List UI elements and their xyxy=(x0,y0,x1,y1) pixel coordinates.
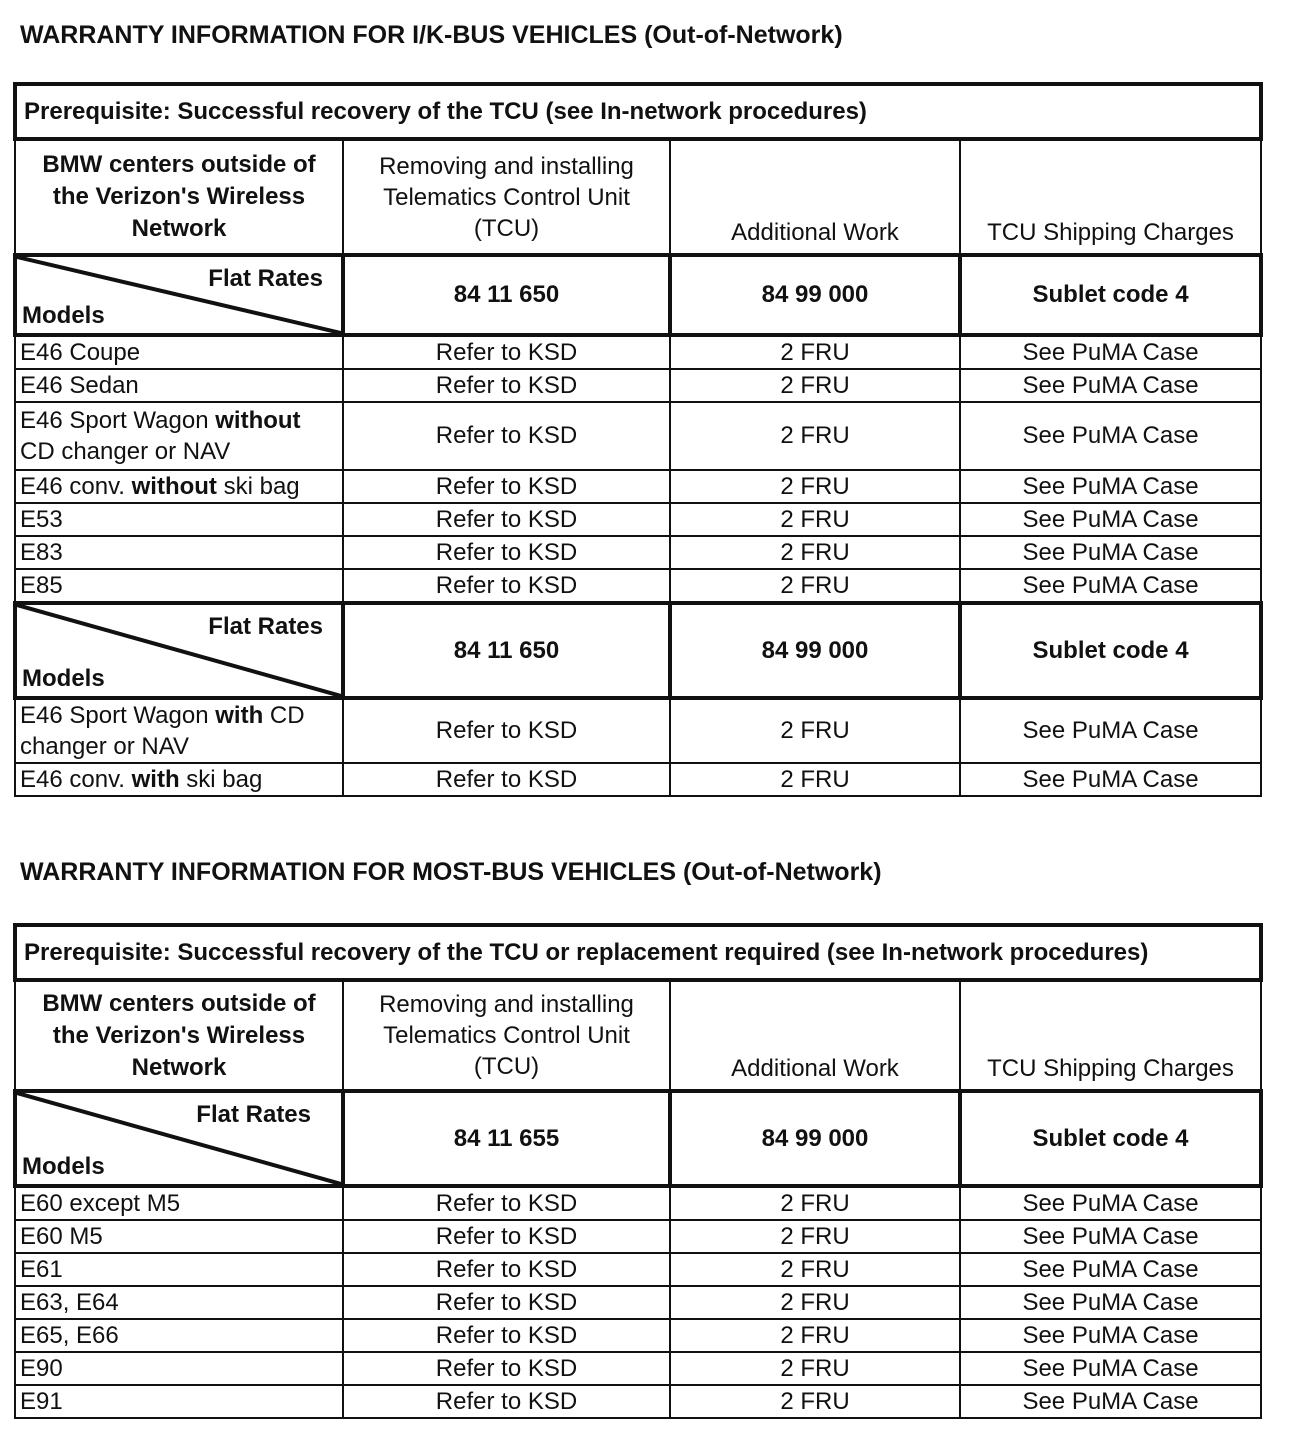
model-name: E90 xyxy=(15,1352,343,1385)
model-name: E83 xyxy=(15,536,343,569)
models-label: Models xyxy=(22,665,105,692)
shipping-value: See PuMA Case xyxy=(960,402,1261,470)
additional-value: 2 FRU xyxy=(670,470,960,503)
tcu-value: Refer to KSD xyxy=(343,536,670,569)
column-header-row xyxy=(15,980,1261,1091)
table-row xyxy=(15,763,1261,796)
tcu-value: Refer to KSD xyxy=(343,402,670,470)
shipping-value: See PuMA Case xyxy=(960,1220,1261,1253)
header-removing-installing: Removing and installing Telematics Control Unit (TCU) xyxy=(343,980,670,1091)
additional-value: 2 FRU xyxy=(670,1286,960,1319)
section-title: WARRANTY INFORMATION FOR I/K-BUS VEHICLES (Out-of-Network) xyxy=(20,21,843,49)
additional-value: 2 FRU xyxy=(670,503,960,536)
shipping-value: See PuMA Case xyxy=(960,1385,1261,1418)
table-row xyxy=(15,1385,1261,1418)
additional-value: 2 FRU xyxy=(670,1385,960,1418)
rate-shipping: Sublet code 4 xyxy=(960,255,1261,335)
header-bmw-centers: BMW centers outside of the Verizon's Wireless Network xyxy=(15,980,343,1091)
flat-rate-row xyxy=(15,255,1261,335)
table-row xyxy=(15,1220,1261,1253)
tcu-value: Refer to KSD xyxy=(343,503,670,536)
shipping-value: See PuMA Case xyxy=(960,1186,1261,1220)
shipping-value: See PuMA Case xyxy=(960,503,1261,536)
tcu-value: Refer to KSD xyxy=(343,569,670,603)
shipping-value: See PuMA Case xyxy=(960,763,1261,796)
table-row xyxy=(15,1319,1261,1352)
shipping-value: See PuMA Case xyxy=(960,1286,1261,1319)
flat-rates-label: Flat Rates xyxy=(208,265,323,292)
additional-value: 2 FRU xyxy=(670,763,960,796)
flat-rates-models-cell xyxy=(15,603,343,698)
header-tcu-shipping: TCU Shipping Charges xyxy=(960,139,1261,255)
tcu-value: Refer to KSD xyxy=(343,470,670,503)
tcu-value: Refer to KSD xyxy=(343,1220,670,1253)
shipping-value: See PuMA Case xyxy=(960,369,1261,402)
table-row xyxy=(15,503,1261,536)
table-row xyxy=(15,1253,1261,1286)
model-name: E46 Sport Wagon with CD changer or NAV xyxy=(15,698,343,763)
table-row xyxy=(15,470,1261,503)
model-name: E85 xyxy=(15,569,343,603)
models-label: Models xyxy=(22,302,105,329)
model-name: E46 conv. with ski bag xyxy=(15,763,343,796)
shipping-value: See PuMA Case xyxy=(960,470,1261,503)
flat-rate-row xyxy=(15,1091,1261,1186)
table-row xyxy=(15,698,1261,763)
shipping-value: See PuMA Case xyxy=(960,536,1261,569)
model-name: E91 xyxy=(15,1385,343,1418)
header-tcu-shipping: TCU Shipping Charges xyxy=(960,980,1261,1091)
header-removing-installing: Removing and installing Telematics Control Unit (TCU) xyxy=(343,139,670,255)
model-name: E46 Coupe xyxy=(15,335,343,369)
table-row xyxy=(15,369,1261,402)
table-row xyxy=(15,536,1261,569)
rate-additional: 84 99 000 xyxy=(670,255,960,335)
model-name: E63, E64 xyxy=(15,1286,343,1319)
header-additional-work: Additional Work xyxy=(670,139,960,255)
flat-rate-row xyxy=(15,603,1261,698)
tcu-value: Refer to KSD xyxy=(343,369,670,402)
additional-value: 2 FRU xyxy=(670,1253,960,1286)
additional-value: 2 FRU xyxy=(670,335,960,369)
section-title: WARRANTY INFORMATION FOR MOST-BUS VEHICLES (Out-of-Network) xyxy=(20,858,882,886)
model-name: E61 xyxy=(15,1253,343,1286)
rate-tcu: 84 11 650 xyxy=(343,255,670,335)
additional-value: 2 FRU xyxy=(670,369,960,402)
tcu-value: Refer to KSD xyxy=(343,1186,670,1220)
header-additional-work: Additional Work xyxy=(670,980,960,1091)
prerequisite-text: Prerequisite: Successful recovery of the TCU (see In-network procedures) xyxy=(15,84,1261,139)
tcu-value: Refer to KSD xyxy=(343,763,670,796)
rate-shipping: Sublet code 4 xyxy=(960,1091,1261,1186)
rate-tcu: 84 11 655 xyxy=(343,1091,670,1186)
rate-shipping: Sublet code 4 xyxy=(960,603,1261,698)
tcu-value: Refer to KSD xyxy=(343,698,670,763)
flat-rates-models-cell xyxy=(15,1091,343,1186)
tcu-value: Refer to KSD xyxy=(343,335,670,369)
rate-additional: 84 99 000 xyxy=(670,603,960,698)
additional-value: 2 FRU xyxy=(670,402,960,470)
model-name: E60 except M5 xyxy=(15,1186,343,1220)
additional-value: 2 FRU xyxy=(670,1319,960,1352)
additional-value: 2 FRU xyxy=(670,1352,960,1385)
header-bmw-centers: BMW centers outside of the Verizon's Wireless Network xyxy=(15,139,343,255)
additional-value: 2 FRU xyxy=(670,698,960,763)
models-label: Models xyxy=(22,1153,105,1180)
table-row xyxy=(15,1352,1261,1385)
tcu-value: Refer to KSD xyxy=(343,1253,670,1286)
shipping-value: See PuMA Case xyxy=(960,569,1261,603)
warranty-table-ik-bus xyxy=(13,82,1263,797)
table-row xyxy=(15,335,1261,369)
table-row xyxy=(15,1286,1261,1319)
tcu-value: Refer to KSD xyxy=(343,1385,670,1418)
flat-rates-label: Flat Rates xyxy=(196,1101,311,1128)
shipping-value: See PuMA Case xyxy=(960,1352,1261,1385)
flat-rates-label: Flat Rates xyxy=(208,613,323,640)
prerequisite-text: Prerequisite: Successful recovery of the TCU or replacement required (see In-network procedures) xyxy=(15,925,1261,980)
table-row xyxy=(15,1186,1261,1220)
model-name: E65, E66 xyxy=(15,1319,343,1352)
additional-value: 2 FRU xyxy=(670,1186,960,1220)
model-name: E53 xyxy=(15,503,343,536)
flat-rates-models-cell xyxy=(15,255,343,335)
model-name: E60 M5 xyxy=(15,1220,343,1253)
table-row xyxy=(15,569,1261,603)
tcu-value: Refer to KSD xyxy=(343,1352,670,1385)
model-name: E46 conv. without ski bag xyxy=(15,470,343,503)
table-row xyxy=(15,402,1261,470)
tcu-value: Refer to KSD xyxy=(343,1319,670,1352)
additional-value: 2 FRU xyxy=(670,536,960,569)
model-name: E46 Sedan xyxy=(15,369,343,402)
warranty-table-most-bus xyxy=(13,923,1263,1419)
shipping-value: See PuMA Case xyxy=(960,335,1261,369)
model-name: E46 Sport Wagon without CD changer or NAV xyxy=(15,402,343,470)
additional-value: 2 FRU xyxy=(670,1220,960,1253)
rate-tcu: 84 11 650 xyxy=(343,603,670,698)
shipping-value: See PuMA Case xyxy=(960,698,1261,763)
tcu-value: Refer to KSD xyxy=(343,1286,670,1319)
shipping-value: See PuMA Case xyxy=(960,1253,1261,1286)
additional-value: 2 FRU xyxy=(670,569,960,603)
rate-additional: 84 99 000 xyxy=(670,1091,960,1186)
shipping-value: See PuMA Case xyxy=(960,1319,1261,1352)
column-header-row xyxy=(15,139,1261,255)
